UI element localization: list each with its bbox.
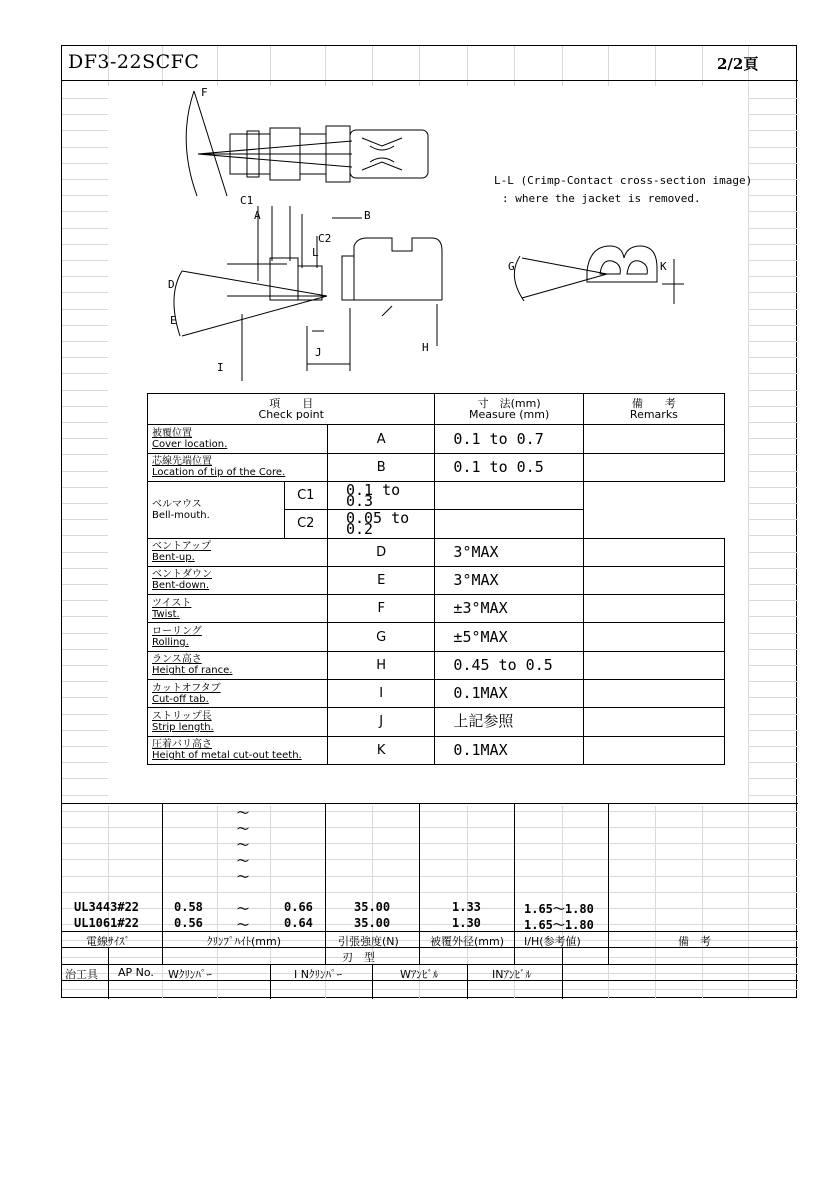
col-measure-en: Measure (mm) (469, 408, 550, 422)
check-item: ランス高さ Height of rance. (148, 651, 328, 679)
empty-row-tilde: ～ (237, 870, 250, 884)
check-table-header (148, 394, 725, 425)
jig-label: 治工具 (65, 968, 98, 981)
check-measure: ±5°MAX (435, 623, 583, 651)
w-anvil-label: Wｱﾝﾋﾞﾙ (400, 968, 439, 981)
section-label-k: K (660, 260, 667, 273)
check-measure: 0.1 to 0.5 (435, 453, 583, 481)
tensile-1: 35.00 (354, 900, 391, 914)
wire-size-1: UL3443#22 (74, 900, 140, 914)
dim-label-i: I (217, 361, 224, 374)
header-ih: I/H(参考値) (524, 935, 581, 948)
check-row (148, 651, 725, 679)
in-anvil-label: INｱﾝﾋﾞﾙ (492, 968, 531, 981)
dim-label-c1: C1 (240, 194, 254, 207)
check-symbol: B (327, 453, 434, 481)
check-measure: 0.1MAX (435, 679, 583, 707)
check-measure: 上記参照 (435, 708, 583, 736)
empty-row-tilde: ～ (237, 838, 250, 852)
dim-label-c2: C2 (318, 232, 332, 245)
dim-label-a: A (254, 209, 261, 222)
check-measure: 0.1 to 0.3 (327, 482, 434, 510)
check-item: ツイスト Twist. (148, 595, 328, 623)
check-measure: 0.1 to 0.7 (435, 425, 583, 453)
dim-label-f: F (201, 86, 208, 99)
check-row (148, 453, 725, 481)
check-row (148, 708, 725, 736)
check-row (148, 425, 725, 453)
header-insulation: 被覆外径(mm) (430, 935, 505, 948)
check-remarks (583, 566, 724, 594)
col-remarks-jp: 備 考 (631, 397, 676, 411)
section-subtitle: : where the jacket is removed. (502, 192, 701, 205)
check-table (147, 393, 725, 765)
header-wire: 電線ｻｲｽﾞ (86, 935, 130, 948)
section-title: L-L (Crimp-Contact cross-section image) (494, 174, 753, 187)
check-symbol: C2 (284, 510, 327, 538)
check-item: 圧着バリ高さ Height of metal cut-out teeth. (148, 736, 328, 764)
section-label-g: G (508, 260, 515, 273)
col-remarks-en: Remarks (629, 408, 678, 422)
check-item: ベルマウス Bell-mouth. (148, 482, 285, 539)
header-crimp: ｸﾘﾝﾌﾟﾊｲﾄ(mm) (207, 935, 282, 948)
check-symbol: J (327, 708, 434, 736)
check-symbol: K (327, 736, 434, 764)
check-row (148, 482, 725, 510)
col-item-jp: 項 目 (269, 397, 314, 411)
check-measure: ±3°MAX (435, 595, 583, 623)
dim-label-j: J (315, 346, 322, 359)
check-item: 芯線先端位置 Location of tip of the Core. (148, 453, 328, 481)
check-item: ベントダウン Bent-down. (148, 566, 328, 594)
check-symbol: A (327, 425, 434, 453)
tilde-1: ～ (237, 902, 250, 916)
wire-size-2: UL1061#22 (74, 916, 140, 930)
check-remarks (583, 708, 724, 736)
crimp-drawing (62, 46, 798, 406)
tensile-2: 35.00 (354, 916, 391, 930)
insulation-1: 1.33 (452, 900, 481, 914)
crimp-max-2: 0.64 (284, 916, 313, 930)
empty-row-tilde: ～ (237, 822, 250, 836)
crimp-max-1: 0.66 (284, 900, 313, 914)
check-measure: 0.05 to 0.2 (327, 510, 434, 538)
check-remarks (583, 595, 724, 623)
footer-line (722, 997, 797, 998)
check-row (148, 736, 725, 764)
check-remarks (435, 482, 583, 510)
check-row (148, 595, 725, 623)
dim-label-e: E (170, 314, 177, 327)
check-row (148, 538, 725, 566)
check-measure: 0.1MAX (435, 736, 583, 764)
header-tensile: 引張強度(N) (338, 935, 399, 948)
check-item: 被覆位置 Cover location. (148, 425, 328, 453)
page-number: 2/2頁 (717, 55, 759, 73)
empty-row-tilde: ～ (237, 806, 250, 820)
check-measure: 3°MAX (435, 538, 583, 566)
w-crimper-label: Wｸﾘﾝﾊﾟｰ (168, 968, 212, 981)
in-crimper-label: I Nｸﾘﾝﾊﾟｰ (294, 968, 342, 981)
crimp-min-2: 0.56 (174, 916, 203, 930)
check-symbol: F (327, 595, 434, 623)
check-remarks (583, 679, 724, 707)
check-symbol: G (327, 623, 434, 651)
header-remarks: 備 考 (678, 935, 711, 948)
check-item: ベントアップ Bent-up. (148, 538, 328, 566)
check-item: ローリング Rolling. (148, 623, 328, 651)
drawing-sheet (61, 45, 797, 998)
col-item-en: Check point (258, 408, 324, 422)
check-measure: 3°MAX (435, 566, 583, 594)
check-remarks (583, 453, 724, 481)
check-row (148, 623, 725, 651)
tilde-2: ～ (237, 918, 250, 932)
dim-label-d: D (168, 278, 175, 291)
die-label: 刃 型 (342, 951, 375, 964)
check-remarks (583, 425, 724, 453)
check-symbol: E (327, 566, 434, 594)
check-symbol: H (327, 651, 434, 679)
check-measure: 0.45 to 0.5 (435, 651, 583, 679)
check-remarks (435, 510, 583, 538)
check-item: カットオフタブ Cut-off tab. (148, 679, 328, 707)
col-measure-jp: 寸 法(mm) (477, 397, 541, 411)
check-remarks (583, 651, 724, 679)
check-row (148, 566, 725, 594)
ih-2: 1.65～1.80 (524, 918, 594, 932)
ih-1: 1.65～1.80 (524, 902, 594, 916)
ap-label: AP No. (118, 966, 154, 979)
check-symbol: I (327, 679, 434, 707)
check-row (148, 679, 725, 707)
check-remarks (583, 538, 724, 566)
dim-label-b: B (364, 209, 371, 222)
check-symbol: D (327, 538, 434, 566)
part-number: DF3-22SCFC (68, 51, 200, 73)
insulation-2: 1.30 (452, 916, 481, 930)
check-symbol: C1 (284, 482, 327, 510)
check-item: ストリップ長 Strip length. (148, 708, 328, 736)
dim-label-l: L (312, 246, 319, 259)
crimp-min-1: 0.58 (174, 900, 203, 914)
dim-label-h: H (422, 341, 429, 354)
check-remarks (583, 623, 724, 651)
check-remarks (583, 736, 724, 764)
empty-row-tilde: ～ (237, 854, 250, 868)
